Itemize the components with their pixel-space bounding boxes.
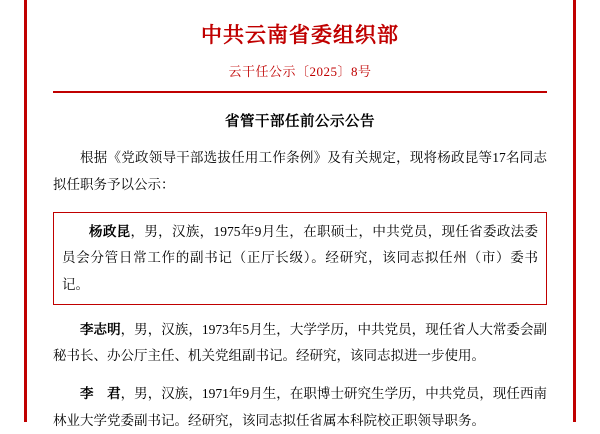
entry-body: ，男，汉族，1975年9月生，在职硕士，中共党员，现任省委政法委员会分管日常工作的副书记（正厅长级）。经研究，该同志拟任州（市）委书记。 xyxy=(62,223,539,292)
entry-name: 李 君 xyxy=(80,386,121,402)
notice-title: 省管干部任前公示公告 xyxy=(225,114,375,131)
entry-item xyxy=(53,317,547,370)
entry-item xyxy=(62,219,538,298)
entry-body: ，男，汉族，1971年9月生，在职博士研究生学历，中共党员，现任西南林业大学党委副书记。经研究，该同志拟任省属本科院校正职领导职务。 xyxy=(53,386,548,428)
document-content xyxy=(27,0,573,428)
intro-paragraph: 根据《党政领导干部选拔任用工作条例》及有关规定，现将杨政昆等17名同志拟任职务予以公示： xyxy=(53,150,547,192)
entry-name: 李志明 xyxy=(80,321,121,337)
entry-name: 杨政昆 xyxy=(89,223,131,239)
entry-item xyxy=(53,381,547,434)
document-number: 云干任公示〔2025〕8号 xyxy=(228,64,372,80)
highlighted-entry-box xyxy=(53,212,547,305)
right-red-rule xyxy=(573,0,576,422)
document-title: 中共云南省委组织部 xyxy=(201,23,399,47)
title-divider xyxy=(53,91,547,93)
entry-body: ，男，汉族，1973年5月生，大学学历，中共党员，现任省人大常委会副秘书长、办公厅主任、机关党组副书记。经研究，该同志拟进一步使用。 xyxy=(53,321,548,364)
